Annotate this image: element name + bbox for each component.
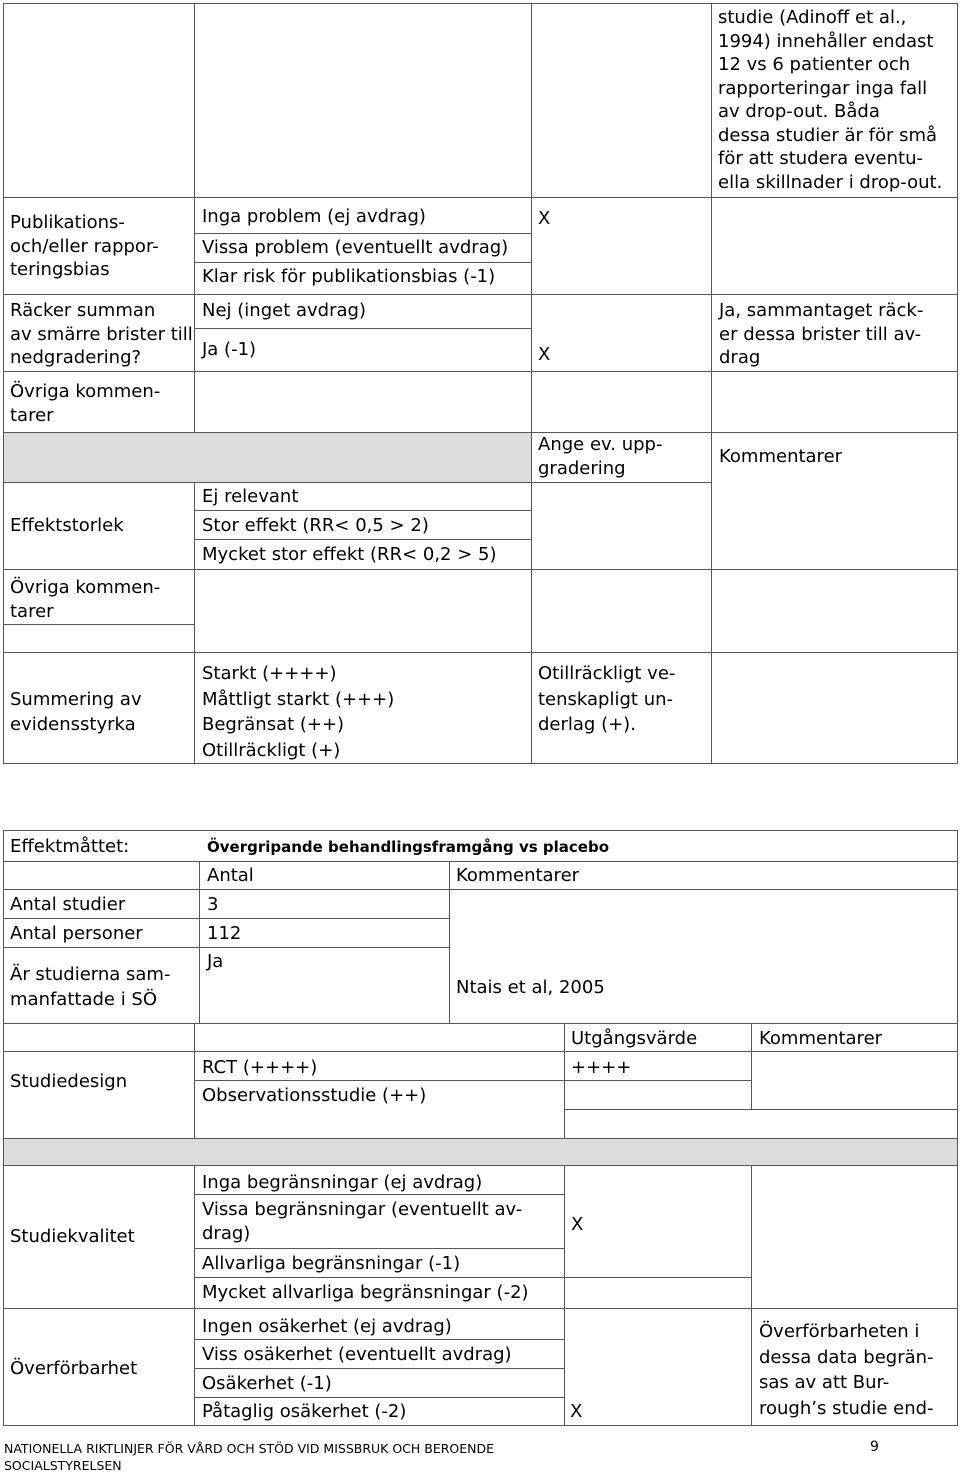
transfer-option: Viss osäkerhet (eventuellt avdrag)	[202, 1344, 512, 1365]
effect-measure-label: Effektmåttet:	[10, 836, 130, 857]
persons-label: Antal personer	[10, 923, 143, 944]
studies-value-cell	[199, 889, 450, 919]
other-comments-2-cell	[3, 624, 195, 653]
design-label: Studiedesign	[10, 1071, 128, 1092]
minor-flaws-mark: X	[538, 344, 551, 365]
pub-bias-label: Publikations- och/eller rappor- teringsbias	[10, 212, 159, 280]
count-header: Antal	[207, 865, 254, 886]
table1-cell	[531, 3, 712, 198]
effect-size-label: Effektstorlek	[10, 515, 124, 536]
minor-flaws-comment: Ja, sammantaget räck- er dessa brister till av- drag	[719, 300, 924, 368]
design-empty-cell	[564, 1109, 958, 1139]
design-comments-header: Kommentarer	[759, 1028, 883, 1049]
pub-bias-mark-cell	[531, 197, 712, 295]
start-value: ++++	[571, 1057, 632, 1078]
quality-mark-cell	[564, 1165, 752, 1278]
other-comments-2-cell	[194, 569, 532, 653]
pub-bias-option: Klar risk för publikationsbias (-1)	[202, 266, 496, 287]
minor-flaws-mark-cell	[531, 294, 712, 372]
table1-cell	[3, 3, 195, 198]
summary-label: Summering av evidensstyrka	[10, 689, 142, 735]
design-option: RCT (++++)	[202, 1057, 318, 1078]
effect-measure-value: Övergripande behandlingsframgång vs placebo	[207, 838, 610, 856]
comments-header-2: Kommentarer	[456, 865, 580, 886]
transfer-mark-cell	[564, 1308, 752, 1426]
persons-value: 112	[207, 923, 242, 944]
other-comments-1-label: Övriga kommen- tarer	[10, 381, 161, 426]
footer-publisher: SOCIALSTYRELSEN	[4, 1458, 122, 1473]
design-table-cell	[3, 1023, 195, 1052]
other-comments-2-cell	[711, 569, 958, 653]
gray-separator	[3, 1138, 958, 1166]
design-comment-cell	[751, 1051, 958, 1110]
transfer-option: Påtaglig osäkerhet (-2)	[202, 1401, 407, 1422]
footer-title: NATIONELLA RIKTLINJER FÖR VÅRD OCH STÖD VID MISSBRUK OCH BEROENDE	[4, 1441, 495, 1456]
design-option: Observationsstudie (++)	[202, 1085, 427, 1106]
pub-bias-comment-cell	[711, 197, 958, 295]
start-value-cell	[564, 1080, 752, 1110]
pub-bias-option: Inga problem (ej avdrag)	[202, 206, 426, 227]
summarized-comment: Ntais et al, 2005	[456, 977, 605, 998]
gray-separator	[3, 432, 532, 483]
effect-comment-cell	[449, 889, 958, 1024]
summary-result: Otillräckligt ve- tenskapligt un- derlag (+).	[538, 663, 676, 735]
other-comments-1-cell	[711, 371, 958, 433]
quality-option: Vissa begränsningar (eventuellt av- drag)	[202, 1199, 523, 1244]
transfer-label: Överförbarhet	[10, 1358, 138, 1379]
transfer-comment: Överförbarheten i dessa data begrän- sas av att Bur- rough’s studie end-	[759, 1321, 934, 1419]
page-number: 9	[870, 1439, 879, 1455]
quality-mark-cell	[564, 1277, 752, 1309]
quality-option: Mycket allvarliga begränsningar (-2)	[202, 1282, 529, 1303]
effect-table-cell	[3, 861, 200, 890]
design-table-cell	[194, 1023, 565, 1052]
quality-label: Studiekvalitet	[10, 1226, 135, 1247]
top-note-text: studie (Adinoff et al., 1994) innehåller endast 12 vs 6 patienter och rapporteringar inga fall av drop-out. Båda dessa studier är för små för att studera eventu- ella skillnader i drop-out.	[718, 7, 943, 193]
quality-comment-cell	[751, 1165, 958, 1309]
minor-flaws-label: Räcker summan av smärre brister till nedgradering?	[10, 300, 193, 368]
quality-option: Allvarliga begränsningar (-1)	[202, 1253, 461, 1274]
other-comments-1-cell	[531, 371, 712, 433]
summary-options: Starkt (++++) Måttligt starkt (+++) Begränsat (++) Otillräckligt (+)	[202, 663, 395, 761]
transfer-option: Ingen osäkerhet (ej avdrag)	[202, 1316, 452, 1337]
effect-size-option: Mycket stor effekt (RR< 0,2 > 5)	[202, 544, 497, 565]
effect-size-option: Stor effekt (RR< 0,5 > 2)	[202, 515, 429, 536]
effect-size-option: Ej relevant	[202, 486, 299, 507]
other-comments-1-cell	[194, 371, 532, 433]
summarized-value-cell	[199, 947, 450, 1024]
studies-value: 3	[207, 894, 219, 915]
effect-size-upgrade-cell	[531, 482, 712, 570]
design-label-cell	[3, 1051, 195, 1139]
other-comments-2-label: Övriga kommen- tarer	[10, 577, 161, 622]
quality-mark: X	[571, 1214, 584, 1235]
summarized-value: Ja	[207, 951, 224, 972]
transfer-option: Osäkerhet (-1)	[202, 1373, 332, 1394]
pub-bias-option: Vissa problem (eventuellt avdrag)	[202, 237, 509, 258]
table1-cell	[194, 3, 532, 198]
comments-header: Kommentarer	[719, 446, 843, 467]
quality-option: Inga begränsningar (ej avdrag)	[202, 1172, 483, 1193]
minor-flaws-option: Ja (-1)	[202, 339, 257, 360]
minor-flaws-option: Nej (inget avdrag)	[202, 300, 366, 321]
pub-bias-mark: X	[538, 208, 551, 229]
upgrade-header: Ange ev. upp- gradering	[538, 434, 663, 479]
start-header: Utgångsvärde	[571, 1028, 698, 1049]
summary-comment-cell	[711, 652, 958, 764]
studies-label: Antal studier	[10, 894, 126, 915]
other-comments-2-cell	[531, 569, 712, 653]
transfer-mark: X	[570, 1401, 583, 1422]
summarized-label: Är studierna sam- manfattade i SÖ	[10, 964, 171, 1010]
